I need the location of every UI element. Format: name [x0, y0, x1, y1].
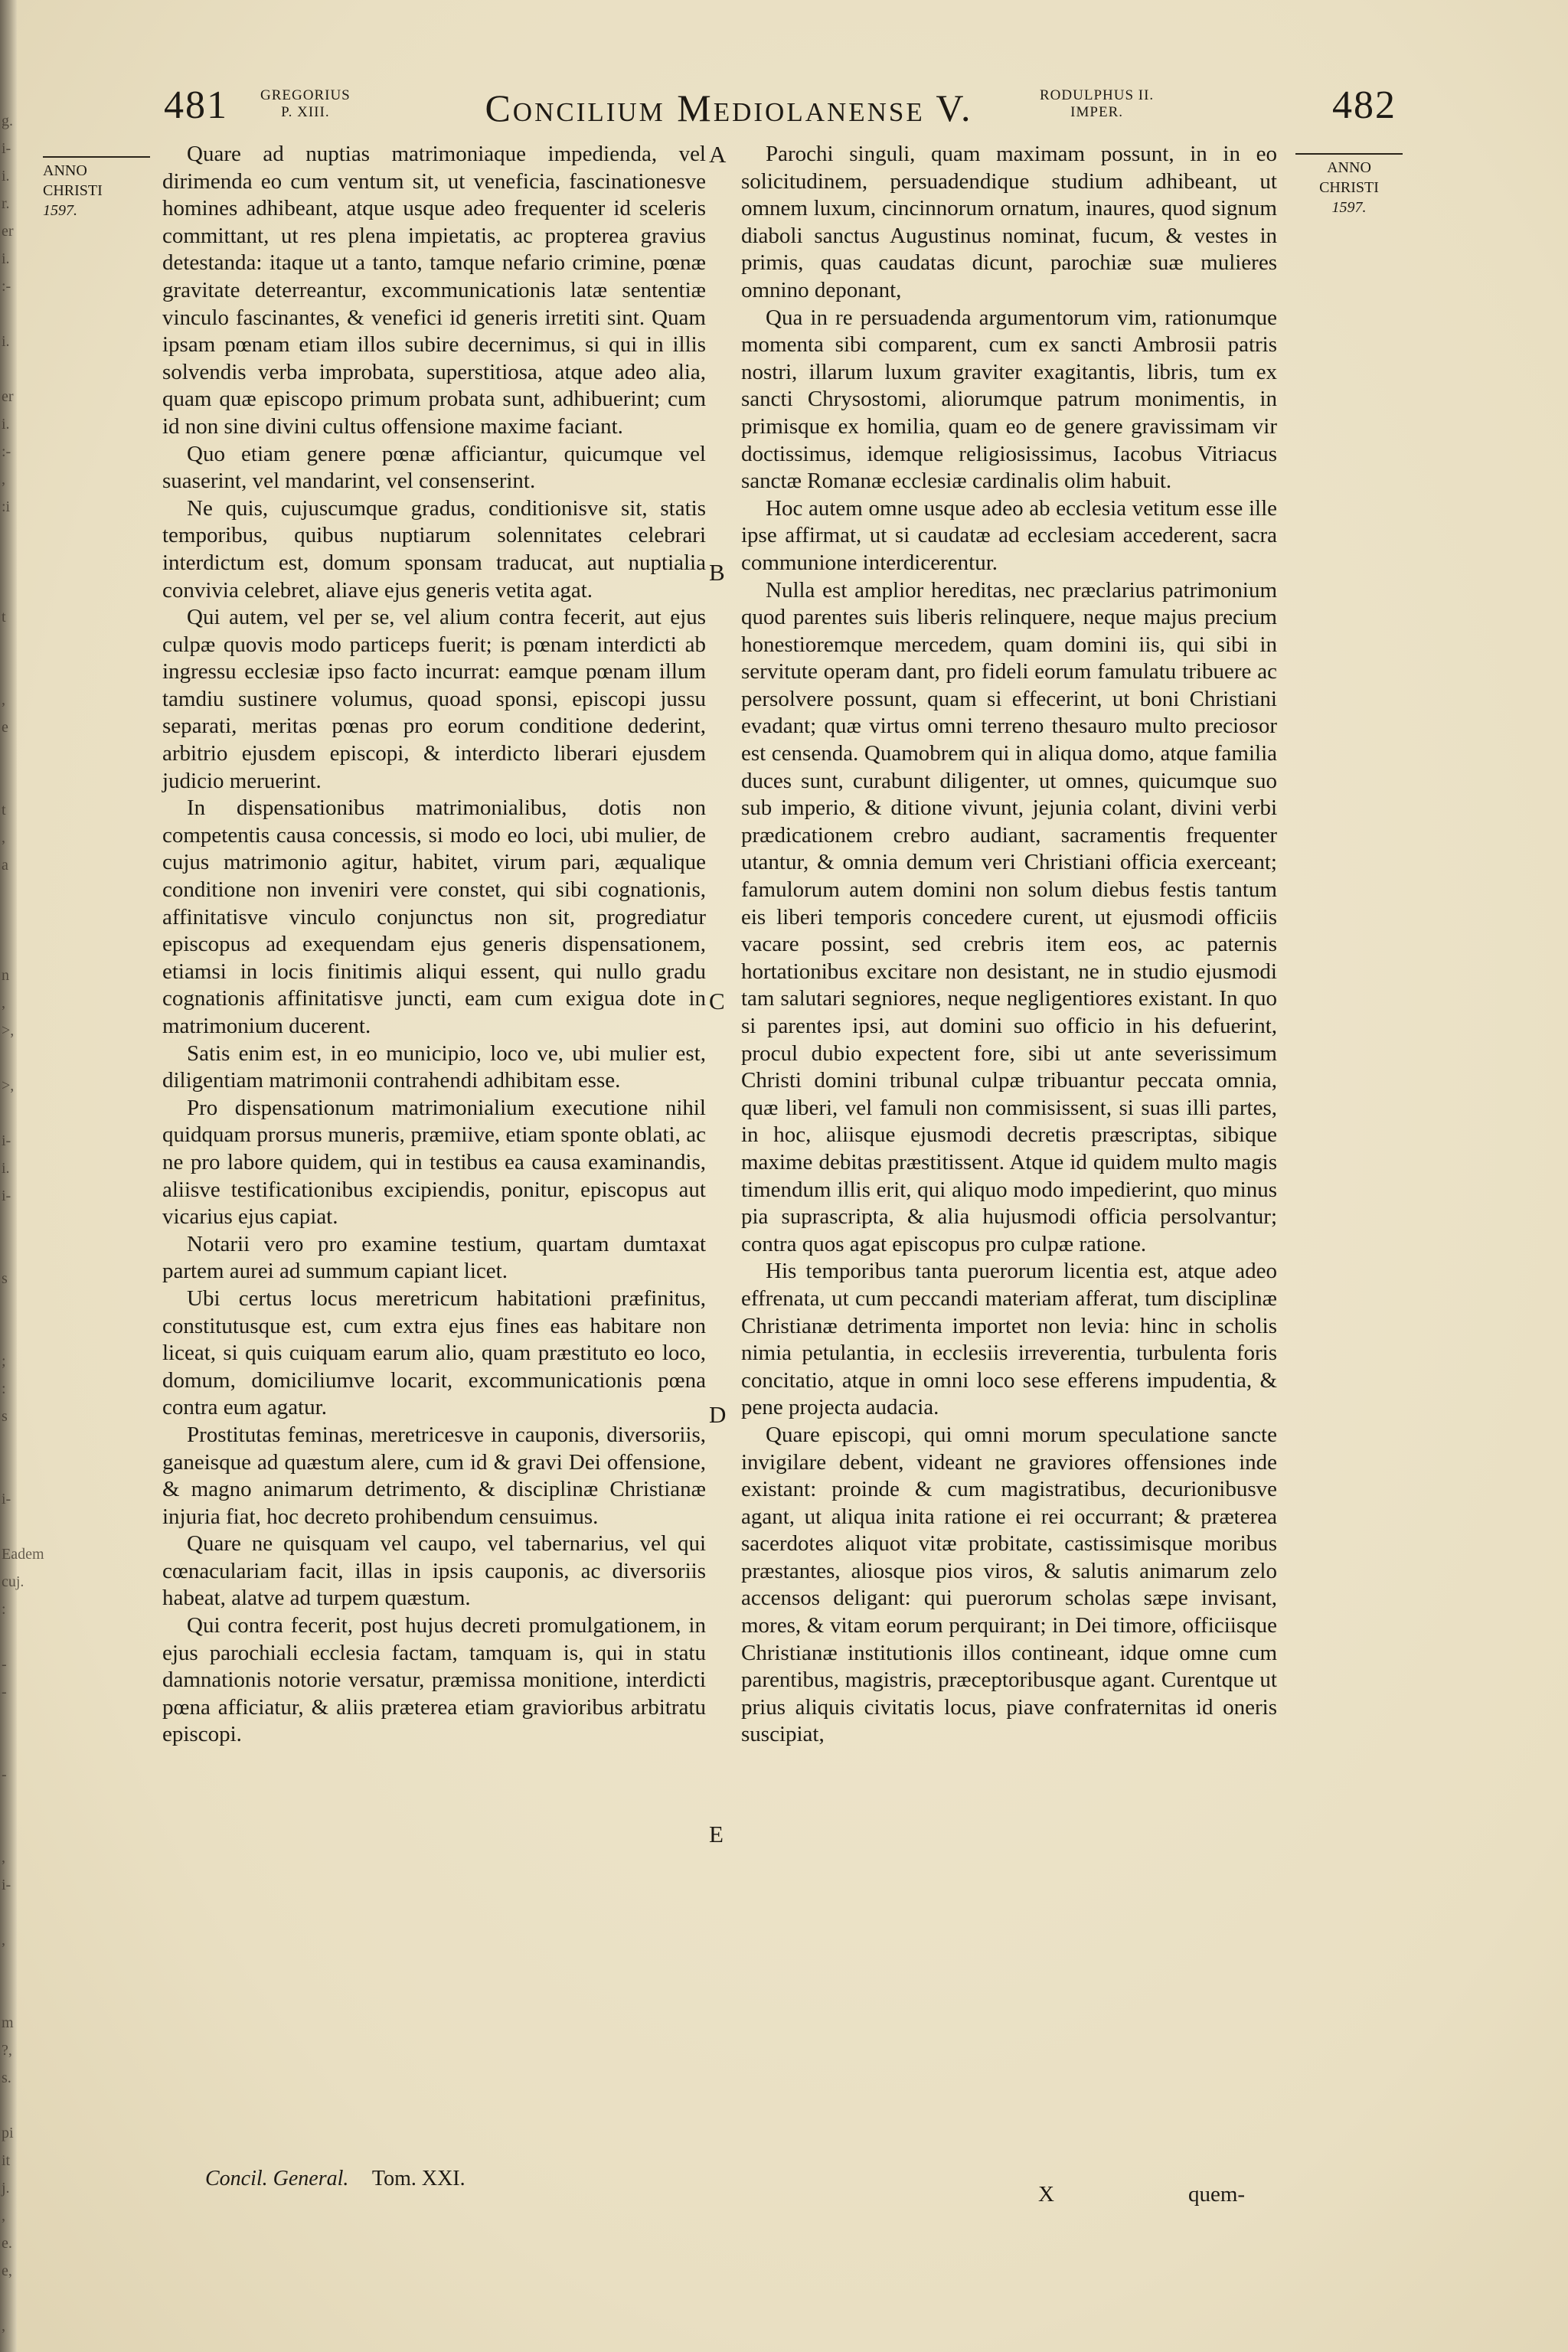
margin-year: 1597.: [1331, 199, 1367, 216]
margin-note-right: [1295, 153, 1403, 217]
section-letter-c: C: [709, 988, 725, 1014]
paragraph: Notarii vero pro examine testium, quartam dumtaxat partem aurei ad summum capiant licet.: [162, 1231, 706, 1284]
footer-collection: Concil. General.: [205, 2167, 349, 2190]
running-header: [145, 83, 1396, 136]
section-letters: [709, 0, 740, 2352]
facing-page-bleed: g. i- i. r. er i. :- i. er i. :- , :i t , e t , a n , >, >, i- i. i- s ; : s i- Eadem cuj. : - - - , i- , m ?, s. pi it j. , e. e, ,: [2, 113, 44, 2334]
margin-anno: ANNO: [43, 162, 87, 179]
paragraph: His temporibus tanta puerorum licentia est, atque adeo effrenata, ut cum peccandi materiam afferat, tum disciplinæ Christianæ detrimenta importet non levia: hinc in scholis nimia petulantia, in ecclesiis irreverentia, turbulenta foris concitatio, atque in omni loco sese efferens impudentia, & pene projecta audacia.: [741, 1259, 1277, 1420]
emperor-title: IMPER.: [1070, 104, 1123, 120]
paragraph: Parochi singuli, quam maximam possunt, in in eo solicitudinem, persuadendique studium adhibeant, ut omnem luxum, cincinnorum ornatum, inaures, quod signum diaboli sanctus Augustinus nominat, fucum, & vestes in primis, quas caudatas dicunt, parochiæ suæ mulieres omnino deponant,: [741, 142, 1277, 302]
pope-title: P. XIII.: [281, 104, 330, 120]
paragraph: Hoc autem omne usque adeo ab ecclesia vetitum esse ille ipse affirmat, ut si caudatæ ad ecclesiam accederent, sacra communione interdicerentur.: [741, 495, 1277, 575]
margin-christi: CHRISTI: [1319, 179, 1379, 196]
paragraph: Quare ad nuptias matrimoniaque impedienda, vel dirimenda eo cum ventum sit, ut veneficia, fascinationesve homines adhibeant, atque usque adeo frequenter id sceleris committant, ut res plena impietatis, ac propterea gravius detestanda: itaque ut a tanto, tamque nefario crimine, pœnæ gravitate deterreantur, excommunicationis latæ sententiæ vinculo fascinantes, & venefici id generis irretiti sint. Quam ipsam pœnam etiam illos subire decernimus, si qui in illis solvendis verba improbata, superstitiosa, atque adeo alia, quam quæ episcopo primum probata sunt, adhibuerint; cum id non sine divini cultus offensione maxime faciant.: [162, 142, 706, 439]
paragraph: Nulla est amplior hereditas, nec præclarius patrimonium quod parentes suis liberis relinquere, neque majus precium honestioremque mercedem, quam domini iis, qui sibi in servitute operam dant, pro fideli eorum famulatu tribuere ac persolvere possunt, quam si effecerint, ut boni Christiani evadant; quæ virtus omni terreno thesauro multo preciosor est censenda. Quamobrem qui in aliqua domo, atque familia duces sunt, curabunt diligenter, ut omnes, quicumque suo sub imperio, & ditione vivunt, jejunia colant, divini verbi prædicationem crebro audiant, sacramentis frequenter utantur, & omnia demum veri Christiani officia exerceant; famulorum autem domini non solum diebus festis tantum eis liberi temporis concedere curent, ut ejusmodi officiis vacare possint, sed crebris item eos, ac paternis hortationibus excitare non desistant, ne in studio ejusmodi tam salutari segniores, neque negligentiores existant. In quo si parentes ipsi, aut domini suo officio in his defuerint, procul dubio expectent fore, sibi ut ante severissimum Christi domini tribunal culpæ tribuantur peccata omnia, quæ liberi, vel famuli non commisissent, si suas illi partes, in hoc, aliisque ejusmodi decretis præscriptas, sibique maxime debitas præstitissent. Atque id quidem multo magis timendum illis erit, qui aliquo modo impedierint, quo minus pia suprascripta, & alia hujusmodi officia persolvantur; contra quos agat episcopus pro culpæ ratione.: [741, 577, 1277, 1256]
page-title: Concilium Mediolanense V.: [485, 87, 973, 129]
paragraph: Qua in re persuadenda argumentorum vim, rationumque momenta sibi comparent, cum ex sancti Ambrosii patris nostri, illarum luxum graviter exagitantis, libris, tum ex sancti Chrysostomi, aliorumque patrum monimentis, in primisque ex homilia, quam eo de genere gravissimam vir doctissimus, idemque religiosissimus, Iacobus Vitriacus sanctæ Romanæ ecclesiæ cardinalis olim habuit.: [741, 305, 1277, 494]
margin-note-left: [43, 156, 150, 220]
paragraph: Qui contra fecerit, post hujus decreti promulgationem, in ejus parochiali ecclesia factam, tamquam is, qui in statu damnationis notorie versatur, præmissa monitione, interdicti pœna afficiatur, & aliis præterea etiam gravioribus arbitratu episcopi.: [162, 1613, 706, 1747]
text-column-left: [162, 141, 706, 1749]
running-head-emperor: [1040, 87, 1154, 121]
running-head-pope: [260, 87, 351, 121]
paragraph: Prostitutas feminas, meretricesve in cauponis, diversoriis, ganeisque ad quæstum alere, cum id & gravi Dei offensione, & magno animarum detrimento, & disciplinæ Christianæ injuria fiat, hoc decreto prohibendum censuimus.: [162, 1422, 706, 1529]
paragraph: Ne quis, cujuscumque gradus, conditionisve sit, statis temporibus, quibus nuptiarum solennitates celebrari interdictum est, domum sponsam traducat, aut nuptialia convivia celebret, aliave ejus generis vetita agat.: [162, 495, 706, 603]
paragraph: Satis enim est, in eo municipio, loco ve, ubi mulier est, diligentiam matrimonii contrahendi adhibitam esse.: [162, 1040, 706, 1093]
footer-reference: [205, 2167, 466, 2191]
signature-mark: X: [1038, 2182, 1054, 2207]
margin-rule: [43, 156, 150, 158]
section-letter-b: B: [709, 559, 725, 586]
margin-year: 1597.: [43, 202, 77, 219]
footer-tome: Tom. XXI.: [371, 2167, 466, 2190]
paragraph: Quare ne quisquam vel caupo, vel tabernarius, vel qui cœnaculariam facit, illas in ipsis cauponis, ac diversoriis habeat, alatve ad turpem quæstum.: [162, 1531, 706, 1611]
catchword: quem-: [1188, 2182, 1246, 2207]
margin-christi: CHRISTI: [43, 182, 103, 199]
paragraph: Quare episcopi, qui omni morum speculatione sancte invigilare debent, videant ne graviores offensiones inde existant: proinde & cum magistratibus, decurionibusve agant, ut aliqua inita ratione ei rei occurrant; & præterea sacerdotes aliquot vitæ probitate, castissimisque moribus præstantes, aliosque pios viros, & salutis animarum zelo accensos deligant: qui puerorum scholas sæpe invisant, mores, & vitam eorum perquirant; in Dei timore, officiisque Christianæ institutionis illos contineant, idque omne cum parentibus, magistris, præceptoribusque agant. Curentque ut prius aliquis civitatis locus, piave confraternitas id oneris suscipiat,: [741, 1422, 1277, 1747]
section-letter-a: A: [709, 141, 727, 168]
margin-anno: ANNO: [1327, 159, 1371, 176]
paragraph: Qui autem, vel per se, vel alium contra fecerit, aut ejus culpæ quovis modo particeps fuerit; is pœnam interdicti ab ingressu ecclesiæ ipso facto incurrat: eamque pœnam illum tamdiu sustinere volumus, quoad sponsi, episcopi jussu separati, meritas pœnas pro eorum conditione dederint, arbitrio ejusdem episcopi, & interdicto liberari ejusdem judicio meruerint.: [162, 605, 706, 793]
text-column-right: [741, 141, 1277, 1749]
paragraph: In dispensationibus matrimonialibus, dotis non competentis causa concessis, si modo eo loci, ubi mulier, de cujus matrimonio agitur, habitet, virum pari, æqualique conditione non inveniri vere constet, qui sibi cognationis, affinitatisve vinculo conjunctus non sit, progrediatur episcopus ad exequendam ejus generis dispensationem, etiamsi in locis finitimis aliqui essent, qui nullo gradu cognationis affinitatisve juncti, eam cum exigua dote in matrimonium ducerent.: [162, 795, 706, 1038]
page-number-right: 482: [1332, 83, 1396, 127]
paragraph: Pro dispensationum matrimonialium executione nihil quidquam prorsus muneris, præmiive, etiam sponte oblati, ac ne pro labore quidem, qui in testibus ea causa examinandis, aliisve testificationibus excipiendis, ponitur, episcopus aut vicarius ejus capiat.: [162, 1095, 706, 1230]
section-letter-d: D: [709, 1401, 727, 1428]
paragraph: Quo etiam genere pœnæ afficiantur, quicumque vel suaserint, vel mandarint, vel consenserint.: [162, 441, 706, 494]
page-number-left: 481: [164, 83, 228, 127]
emperor-name: RODULPHUS II.: [1040, 87, 1155, 103]
paragraph: Ubi certus locus meretricum habitationi præfinitus, constitutusque est, cum extra ejus fines eas habitare non liceat, si quis cuiquam earum alio, quam præstituto eo loco, domum, domiciliumve locarit, excommunicationis pœna contra eum agatur.: [162, 1285, 706, 1420]
pope-name: GREGORIUS: [260, 87, 351, 103]
section-letter-e: E: [709, 1821, 724, 1847]
margin-rule: [1295, 153, 1403, 155]
